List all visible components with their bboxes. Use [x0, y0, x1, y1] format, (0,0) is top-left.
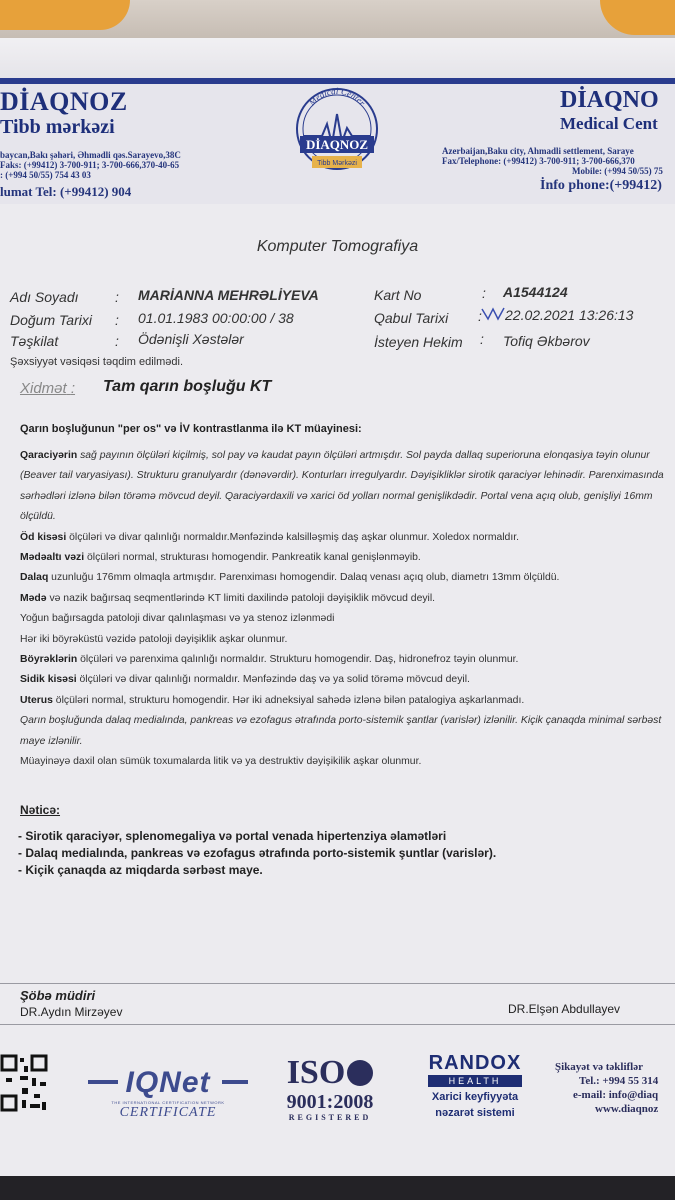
address-line: Azerbaijan,Baku city, Ahmadli settlement, Saraye — [442, 146, 634, 156]
date-of-birth: 01.01.1983 00:00:00 / 38 — [138, 310, 294, 326]
finding-text: ölçüləri normal, strukturası homogendir. Pankreatik kanal genişlənməyib. — [84, 552, 421, 564]
iso-badge — [265, 1055, 395, 1122]
organization-label: Təşkilat — [10, 333, 59, 349]
brand-left — [0, 88, 128, 138]
finding-paragraph — [20, 630, 668, 650]
orange-object — [0, 0, 130, 30]
randox-logo: RANDOX — [428, 1052, 522, 1074]
finding-text: ölçüləri və divar qalınlığı normaldır. Mənfəzində daş və ya solid törəmə mövcud deyil. — [76, 674, 470, 686]
finding-text: ölçüləri normal, strukturu homogendir. Hər iki adneksiyal sahədə izlənə bilən patalogiya aşkarlanmadı. — [52, 694, 525, 706]
contact-line: Tel.: +994 55 314 — [579, 1075, 659, 1087]
doctor-label: İsteyen Hekim — [374, 334, 463, 350]
finding-paragraph — [20, 691, 668, 711]
logo-name: DİAQNOZ — [305, 137, 369, 152]
brand-left-subtitle: Tibb mərkəzi — [0, 116, 115, 138]
finding-paragraph — [20, 711, 668, 752]
certificate-text: CERTIFICATE — [119, 1105, 217, 1120]
doctor-signature-name: DR.Elşən Abdullayev — [508, 1002, 621, 1016]
finding-text: Qarın boşluğunda dalaq medialında, pankreas və ezofagus ətrafında porto-sistemik şantlar (varislər) izlənilir. Kiçik çanaqda minimal sərbəst maye izlənilir. — [20, 715, 662, 747]
logo-arc-text: Medical Center — [306, 85, 368, 108]
iso-registered: REGISTERED — [288, 1113, 372, 1122]
iqnet-logo: IQNet — [125, 1066, 211, 1099]
organization: Ödənişli Xəstələr — [138, 331, 244, 347]
finding-paragraph — [20, 650, 668, 670]
finding-text: Hər iki böyrəküstü vəzidə patoloji dəyişiklik aşkar olunmur. — [20, 633, 288, 645]
finding-organ: Uterus — [20, 694, 53, 706]
address-left — [0, 150, 260, 180]
randox-text: Xarici keyfiyyəta — [431, 1091, 519, 1103]
requesting-doctor: Tofiq Əkbərov — [503, 333, 590, 349]
iqnet-certificate — [88, 1066, 248, 1121]
handwritten-mark — [480, 305, 508, 321]
complaints-contact — [555, 1060, 658, 1116]
organization-separator: : — [115, 333, 119, 349]
admit-label: Qabul Tarixi — [374, 310, 449, 326]
finding-text: ölçüləri və parenxima qalınlığı normaldır. Strukturu homogendir. Daş, hidronefroz təyin olunmur. — [77, 654, 519, 666]
dept-head-name: DR.Aydın Mirzəyev — [20, 1005, 123, 1019]
brand-right-name: DİAQNO — [560, 87, 659, 113]
address-line: : (+994 50/55) 754 43 03 — [0, 170, 91, 180]
finding-paragraph — [20, 752, 668, 772]
brand-right — [560, 86, 659, 134]
finding-organ: Mədə — [20, 592, 47, 604]
service-label: Xidmət : — [20, 380, 76, 397]
conclusion-item: - Dalaq medialında, pankreas və ezofagus ətrafında porto-sistemik şuntlar (varislər). — [18, 846, 497, 860]
exam-intro: Qarın boşluğunun "per os" və İV kontrastlanma ilə KT müayinesi: — [20, 423, 362, 435]
patient-name: MARİANNA MEHRƏLİYEVA — [138, 287, 319, 303]
admission-date: 22.02.2021 13:26:13 — [505, 307, 634, 323]
address-line: baycan,Bakı şəhəri, Əhmədli qəs.Sarayevo,38C — [0, 150, 181, 160]
finding-text: sağ payının ölçüləri kiçilmiş, sol pay və kaudat payın ölçüləri artmışdır. Sol payda dallaq superioruna elonqasiya təyin olunur (Beaver tail varyasiyası). Strukturu granulyardır (dənəvərdir). Konturları irregulyardır. Dəyişikliklər sirotik qaraciyər lehinədir. Parenximasında sərhədləri izlənə bilən törəmə mövcud deyil. Qaraciyərdaxili və xarici öd yolları normal genişlikdədir. Portal vena açıq olub, genişliyi 16mm ölçüldü. — [20, 450, 664, 523]
divider — [0, 983, 675, 984]
card-separator: : — [482, 285, 486, 301]
info-phone-right: İnfo phone:(+99412) — [540, 178, 662, 193]
name-label: Adı Soyadı — [10, 289, 79, 305]
iso-number: 9001:2008 — [286, 1091, 374, 1113]
admit-separator: : — [478, 308, 482, 324]
finding-organ: Qaraciyərin — [20, 450, 78, 461]
report-title: Komputer Tomografiya — [256, 238, 419, 255]
dob-label: Doğum Tarixi — [10, 312, 92, 328]
logo-subtitle: Tibb Mərkəzi — [317, 160, 357, 167]
finding-text: və nazik bağırsaq seqmentlərində KT limiti daxilində patoloji dəyişiklik mövcud deyil. — [46, 592, 436, 604]
name-separator: : — [115, 289, 119, 305]
finding-paragraph — [20, 548, 668, 568]
id-note: Şəxsiyyət vəsiqəsi təqdim edilmədi. — [10, 356, 184, 368]
finding-organ: Sidik kisəsi — [20, 674, 77, 686]
iso-text: ISO — [286, 1054, 346, 1091]
randox-health: HEALTH — [428, 1075, 522, 1087]
contact-line: www.diaqnoz — [595, 1103, 659, 1115]
finding-text: Yoğun bağırsagda patoloji divar qalınlaşması və ya stenoz izlənmədi — [20, 613, 335, 625]
globe-icon — [347, 1060, 373, 1086]
address-line: Faks: (+99412) 3-700-911; 3-700-666,370-40-65 — [0, 160, 180, 170]
finding-paragraph — [20, 609, 668, 629]
divider — [0, 1024, 675, 1025]
contact-line: e-mail: info@diaq — [573, 1089, 659, 1101]
qr-code — [0, 1052, 50, 1116]
finding-organ: Öd kisəsi — [20, 531, 67, 543]
dept-head-label: Şöbə müdiri — [20, 988, 96, 1003]
conclusion-item: - Sirotik qaraciyər, splenomegaliya və portal venada hipertenziya əlamətləri — [18, 829, 447, 843]
brand-right-subtitle: Medical Cent — [560, 114, 658, 133]
randox-badge — [420, 1052, 530, 1121]
iqnet-subtitle: THE INTERNATIONAL CERTIFICATION NETWORK — [111, 1100, 225, 1105]
medical-center-logo — [282, 84, 392, 184]
randox-text: nəzarət sistemi — [435, 1107, 515, 1119]
dob-separator: : — [115, 312, 119, 328]
conclusion-list — [18, 828, 496, 879]
brand-left-name: DİAQNOZ — [0, 87, 128, 116]
background-bottom — [0, 1176, 675, 1200]
doctor-separator: : — [480, 331, 484, 347]
finding-text: uzunluğu 176mm olmaqla artmışdır. Parenximası homogendir. Dalaq venası açıq olub, diametrı 13mm ölçüldü. — [48, 572, 560, 584]
finding-paragraph — [20, 670, 668, 690]
finding-paragraph — [20, 528, 668, 548]
info-phone-left: lumat Tel: (+99412) 904 — [0, 184, 132, 199]
service-name: Tam qarın boşluğu KT — [103, 378, 272, 395]
finding-paragraph — [20, 589, 668, 609]
finding-organ: Dalaq — [20, 572, 49, 584]
address-line: Mobile: (+994 50/55) 75 — [572, 166, 663, 176]
finding-organ: Böyrəklərin — [20, 654, 78, 666]
card-number: A1544124 — [503, 284, 568, 300]
conclusion-label: Nəticə: — [20, 803, 61, 817]
finding-text: Müayinəyə daxil olan sümük toxumalarda litik və ya destruktiv dəyişikilik aşkar olunmur. — [20, 756, 422, 768]
conclusion-item: - Kiçik çanaqda az miqdarda sərbəst maye. — [18, 863, 263, 877]
finding-organ: Mədəaltı vəzi — [20, 552, 85, 564]
finding-paragraph — [20, 446, 668, 528]
finding-text: ölçüləri və divar qalınlığı normaldır.Mənfəzində kalsilləşmiş daş aşkar olunmur. Xoledox normaldır. — [66, 531, 519, 543]
address-right — [442, 146, 675, 176]
findings — [20, 446, 668, 773]
address-line: Fax/Telephone: (+99412) 3-700-911; 3-700-666,370 — [442, 156, 635, 166]
card-label: Kart No — [374, 287, 422, 303]
finding-paragraph — [20, 568, 668, 588]
contact-line: Şikayət və təkliflər — [555, 1061, 643, 1073]
